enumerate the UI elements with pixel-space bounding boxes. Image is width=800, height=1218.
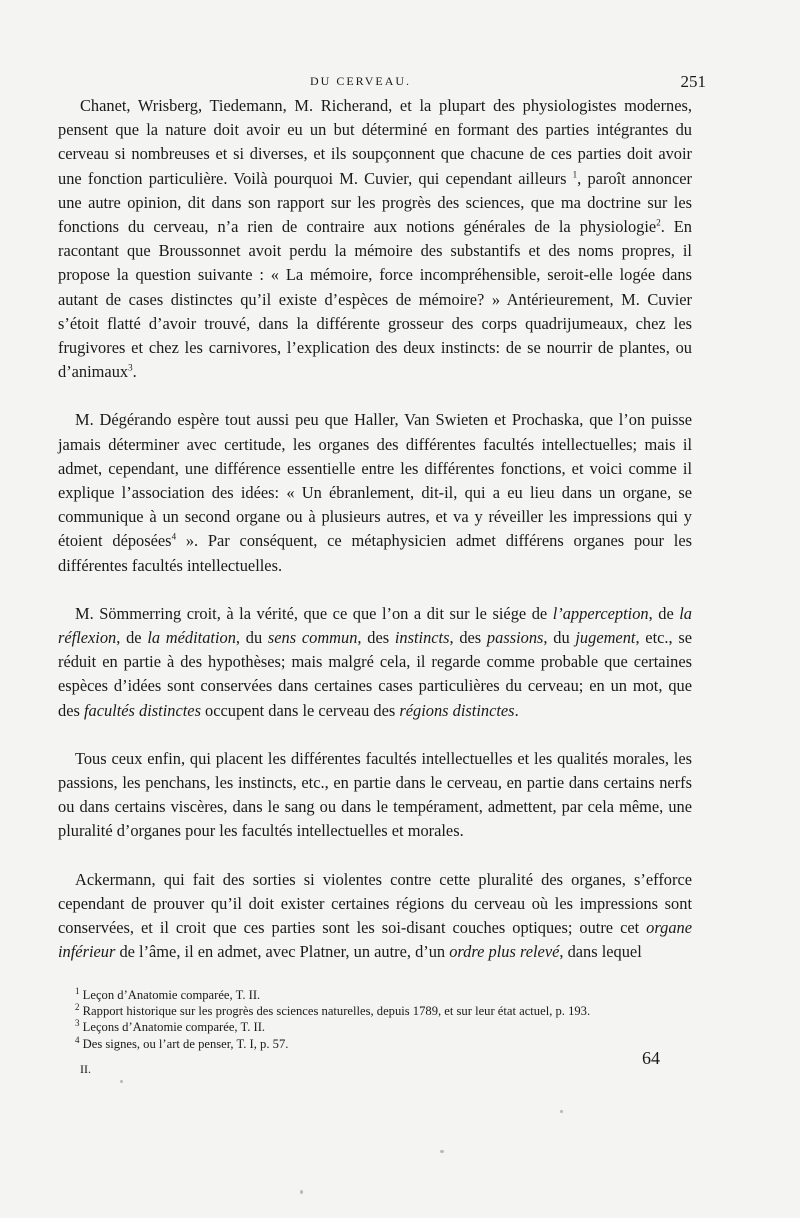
text-run: , de (116, 628, 148, 648)
footnote-4: $^4$ Des signes, ou l’art de penser, T. I, p. 57. (75, 1034, 289, 1051)
text-run: M. Dégérando espère tout aussi peu que Haller, Van Swieten et Prochaska, que l’on puisse jamais déterminer avec certitude, les organes des différentes facultés intellectuelles; mais il admet, cependant, une différence essentielle entre les différentes fonctions, et voici comme il explique l’association des idées: « Un ébranlement, dit-il, qui a eu lieu dans un organe, se communique à un second organe ou à plusieurs autres, et va y réveiller les impressions qui y étoient déposées (58, 410, 692, 551)
italic-term: régions distinctes (399, 700, 515, 720)
text-run: , du (235, 628, 268, 648)
text-run: Ackermann, qui fait des sorties si violentes contre cette pluralité des organes, s’efforce cependant de prouver qu’il doit exister certaines régions du cerveau où les impressions sont conservées, et il croit que ces parties sont les soi-disant couches optiques; outre cet (58, 869, 692, 938)
page-number: 251 (680, 72, 706, 91)
footnotes (58, 987, 692, 1053)
gathering-number: 64 (642, 1048, 660, 1069)
paper-speck (300, 1190, 303, 1194)
paper-speck (120, 1080, 123, 1083)
document-page (58, 70, 706, 1080)
running-head: DU CERVEAU. (310, 74, 412, 88)
footnote-3: $^3$ Leçons d’Anatomie comparée, T. II. (75, 1018, 266, 1035)
page-header (58, 70, 706, 94)
italic-term: la méditation (147, 628, 236, 648)
footnote-reference: 4 (171, 531, 177, 542)
text-run: Tous ceux enfin, qui placent les différentes facultés intellectuelles et les qualités morales, les passions, les penchans, les instincts, etc., en partie dans le cerveau, en partie dans certains nerfs ou dans certains viscères, dans le sang ou dans le tempérament, admettent, par cela même, une pluralité d’organes pour les facultés intellectuelles et morales. (58, 748, 692, 841)
text-run: , paroît annoncer une autre opinion, dit dans son rapport sur les progrès des sciences, que ma doctrine sur les fonctions du cerveau, n’a rien de contraire aux notions générales de la physiologie (58, 168, 692, 237)
sheet-signature: II. (80, 1062, 91, 1077)
italic-term: organe inférieur (58, 918, 692, 962)
paragraph-2 (58, 408, 692, 577)
text-run: . (132, 362, 137, 382)
italic-term: jugement (575, 628, 636, 648)
text-run: . En racontant que Broussonnet avoit perdu la mémoire des substantifs et des noms propres, il propose la question suivante : « La mémoire, force incompréhensible, seroit-elle logée dans autant de cases distinctes qu’il existe d’espèces de mémoire? » Antérieurement, M. Cuvier s’étoit flatté d’avoir trouvé, dans la différente grosseur des corps quadrijumeaux, chez les frugivores et chez les carnivores, l’explication des deux instincts: de se nourrir de plantes, ou d’animaux (58, 217, 692, 382)
signature-row (58, 1048, 692, 1080)
italic-term: ordre plus relevé (449, 942, 560, 962)
footnote-2: $^2$ Rapport historique sur les progrès des sciences naturelles, depuis 1789, et sur leur état actuel, p. 193. (75, 1001, 591, 1018)
text-run: Chanet, Wrisberg, Tiedemann, M. Richerand, et la plupart des physiologistes modernes, pensent que la nature doit avoir eu un but déterminé en formant des parties intégrantes du cerveau si nombreuses et si diverses, et ils soupçonnent que chacune de ces parties doit avoir une fonction particulière. Voilà pourquoi M. Cuvier, qui cependant ailleurs (58, 96, 692, 188)
text-run: M. Sömmerring croit, à la vérité, que ce que l’on a dit sur le siége de (75, 603, 553, 623)
text-run: occupent dans le cerveau des (200, 700, 400, 720)
footnote-1: $^1$ Leçon d’Anatomie comparée, T. II. (75, 985, 261, 1002)
text-run: , des (449, 628, 487, 648)
text-run: , etc., se réduit en partie à des hypothèses; mais malgré cela, il regarde comme probable que certaines espèces d’idées sont conservées dans certaines cases particulières du cerveau; en un mot, que des (58, 628, 692, 720)
footnote-reference: 2 (656, 217, 661, 228)
italic-term: sens commun (267, 628, 358, 648)
text-run: , dans lequel (559, 942, 642, 962)
paragraph-4 (58, 747, 692, 844)
paragraph-1 (58, 94, 692, 384)
italic-term: facultés distinctes (83, 700, 201, 720)
footnote-reference: 1 (572, 169, 578, 180)
paper-speck (440, 1150, 444, 1153)
text-run: de l’âme, il en admet, avec Platner, un autre, d’un (115, 942, 450, 962)
footnote-reference: 3 (128, 362, 133, 373)
italic-term: instincts (394, 628, 450, 648)
italic-term: l’apperception (552, 603, 649, 623)
text-run: ». Par conséquent, ce métaphysicien admet différens organes pour les différentes facultés intellectuelles. (58, 531, 692, 575)
paragraph-5 (58, 868, 692, 965)
text-run: , des (357, 628, 395, 648)
italic-term: la réflexion (58, 603, 692, 648)
body-text (58, 94, 692, 965)
text-run: , de (648, 603, 680, 623)
paper-speck (560, 1110, 563, 1113)
italic-term: passions (486, 628, 544, 648)
paragraph-3 (58, 602, 692, 723)
text-run: , du (543, 628, 576, 648)
text-run: . (514, 700, 519, 720)
